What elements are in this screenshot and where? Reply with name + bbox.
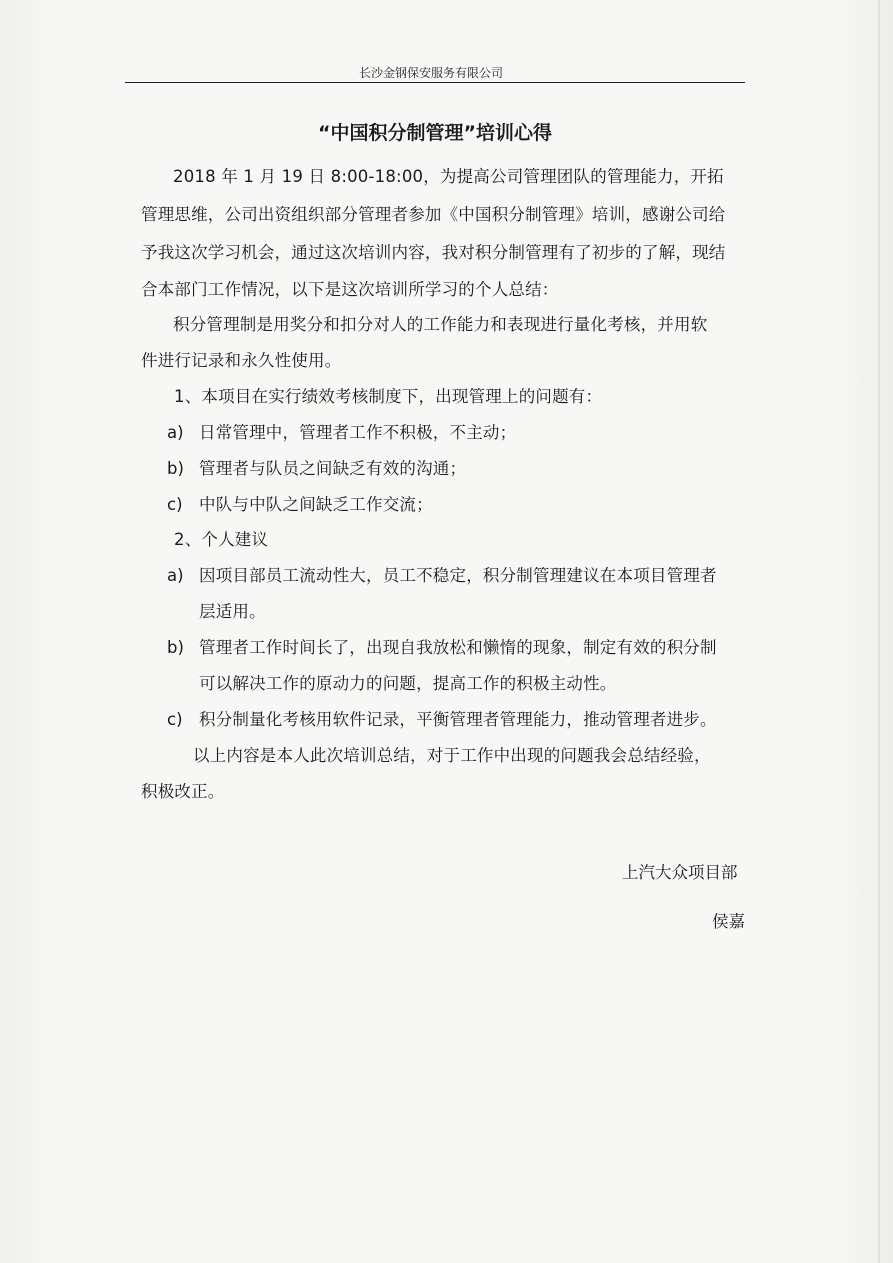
- intro-line-2: 管理思维，公司出资组织部分管理者参加《中国积分制管理》培训，感谢公司给: [141, 205, 726, 224]
- section1-item-c: 中队与中队之间缺乏工作交流；: [199, 495, 433, 514]
- list-marker: c): [167, 710, 183, 729]
- letterhead: [125, 62, 745, 83]
- scan-edge-line: [878, 0, 880, 1263]
- section2-item-b-line1: 管理者工作时间长了，出现自我放松和懒惰的现象，制定有效的积分制: [199, 638, 717, 657]
- company-name: 长沙金钢保安服务有限公司: [358, 66, 503, 80]
- signature-name: 侯嘉: [712, 912, 745, 931]
- list-marker: b): [167, 638, 184, 657]
- definition-line-1: 积分管理制是用奖分和扣分对人的工作能力和表现进行量化考核，并用软: [173, 315, 708, 334]
- intro-line-1: 2018 年 1 月 19 日 8:00-18:00，为提高公司管理团队的管理能力，开拓: [173, 167, 724, 186]
- list-marker: a): [167, 566, 184, 585]
- section2-item-b-line2: 可以解决工作的原动力的问题，提高工作的积极主动性。: [199, 674, 617, 693]
- page-title: “中国积分制管理”培训心得: [318, 122, 552, 144]
- section1-item-a: 日常管理中，管理者工作不积极，不主动；: [199, 423, 517, 442]
- list-marker: b): [167, 459, 184, 478]
- section2-heading: 2、个人建议: [174, 530, 269, 549]
- definition-line-2: 件进行记录和永久性使用。: [141, 351, 342, 370]
- section1-heading: 1、本项目在实行绩效考核制度下，出现管理上的问题有：: [174, 387, 603, 406]
- section1-item-b: 管理者与队员之间缺乏有效的沟通；: [199, 459, 467, 478]
- conclusion-line-1: 以上内容是本人此次培训总结，对于工作中出现的问题我会总结经验，: [193, 746, 711, 765]
- conclusion-line-2: 积极改正。: [141, 782, 225, 801]
- section2-item-a-line2: 层适用。: [199, 602, 266, 621]
- list-marker: c): [167, 495, 183, 514]
- intro-line-3: 予我这次学习机会，通过这次培训内容，我对积分制管理有了初步的了解，现结: [141, 243, 726, 262]
- section2-item-a-line1: 因项目部员工流动性大，员工不稳定，积分制管理建议在本项目管理者: [199, 566, 717, 585]
- section2-item-c: 积分制量化考核用软件记录，平衡管理者管理能力，推动管理者进步。: [199, 710, 717, 729]
- signature-department: 上汽大众项目部: [622, 863, 738, 882]
- list-marker: a): [167, 423, 184, 442]
- intro-line-4: 合本部门工作情况，以下是这次培训所学习的个人总结：: [141, 280, 559, 299]
